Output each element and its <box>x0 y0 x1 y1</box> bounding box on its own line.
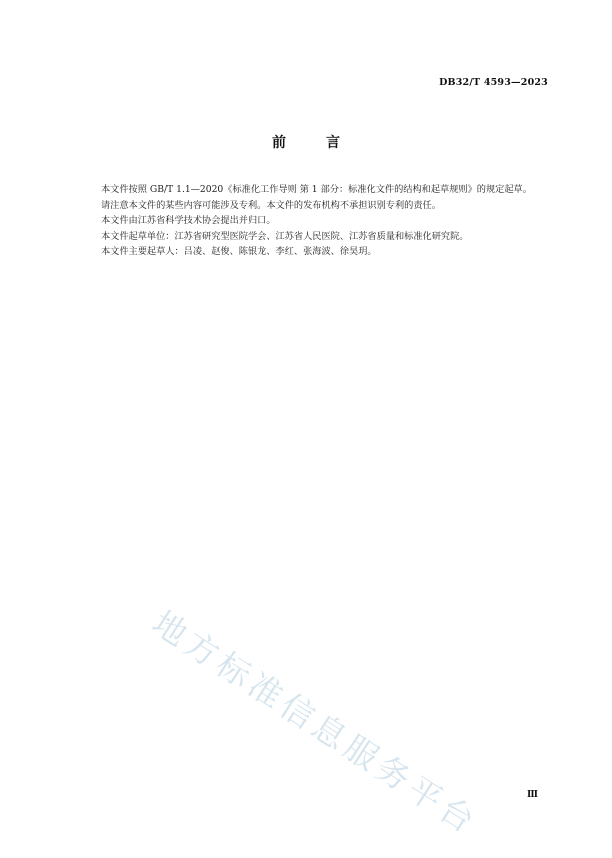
page-number: Ⅲ <box>527 790 538 800</box>
paragraph-patent-notice: 请注意本文件的某些内容可能涉及专利。本文件的发布机构不承担识别专利的责任。 <box>101 199 441 211</box>
paragraph-drafters: 本文件主要起草人：吕凌、赵俊、陈银龙、李红、张海波、徐昊玥。 <box>101 246 377 258</box>
document-id: DB32/T 4593—2023 <box>439 77 548 88</box>
page-title: 前言 <box>272 135 380 151</box>
paragraph-proposer: 本文件由江苏省科学技术协会提出并归口。 <box>101 215 276 227</box>
preface-body <box>81 182 547 260</box>
paragraph-drafting-rule: 本文件按照 GB/T 1.1—2020《标准化工作导则 第 1 部分：标准化文件的结构和起草规则》的规定起草。 <box>101 184 532 195</box>
paragraph-drafting-units: 本文件起草单位：江苏省研究型医院学会、江苏省人民医院、江苏省质量和标准化研究院。 <box>101 230 469 242</box>
watermark: 地方标准信息服务平台 <box>145 603 486 843</box>
